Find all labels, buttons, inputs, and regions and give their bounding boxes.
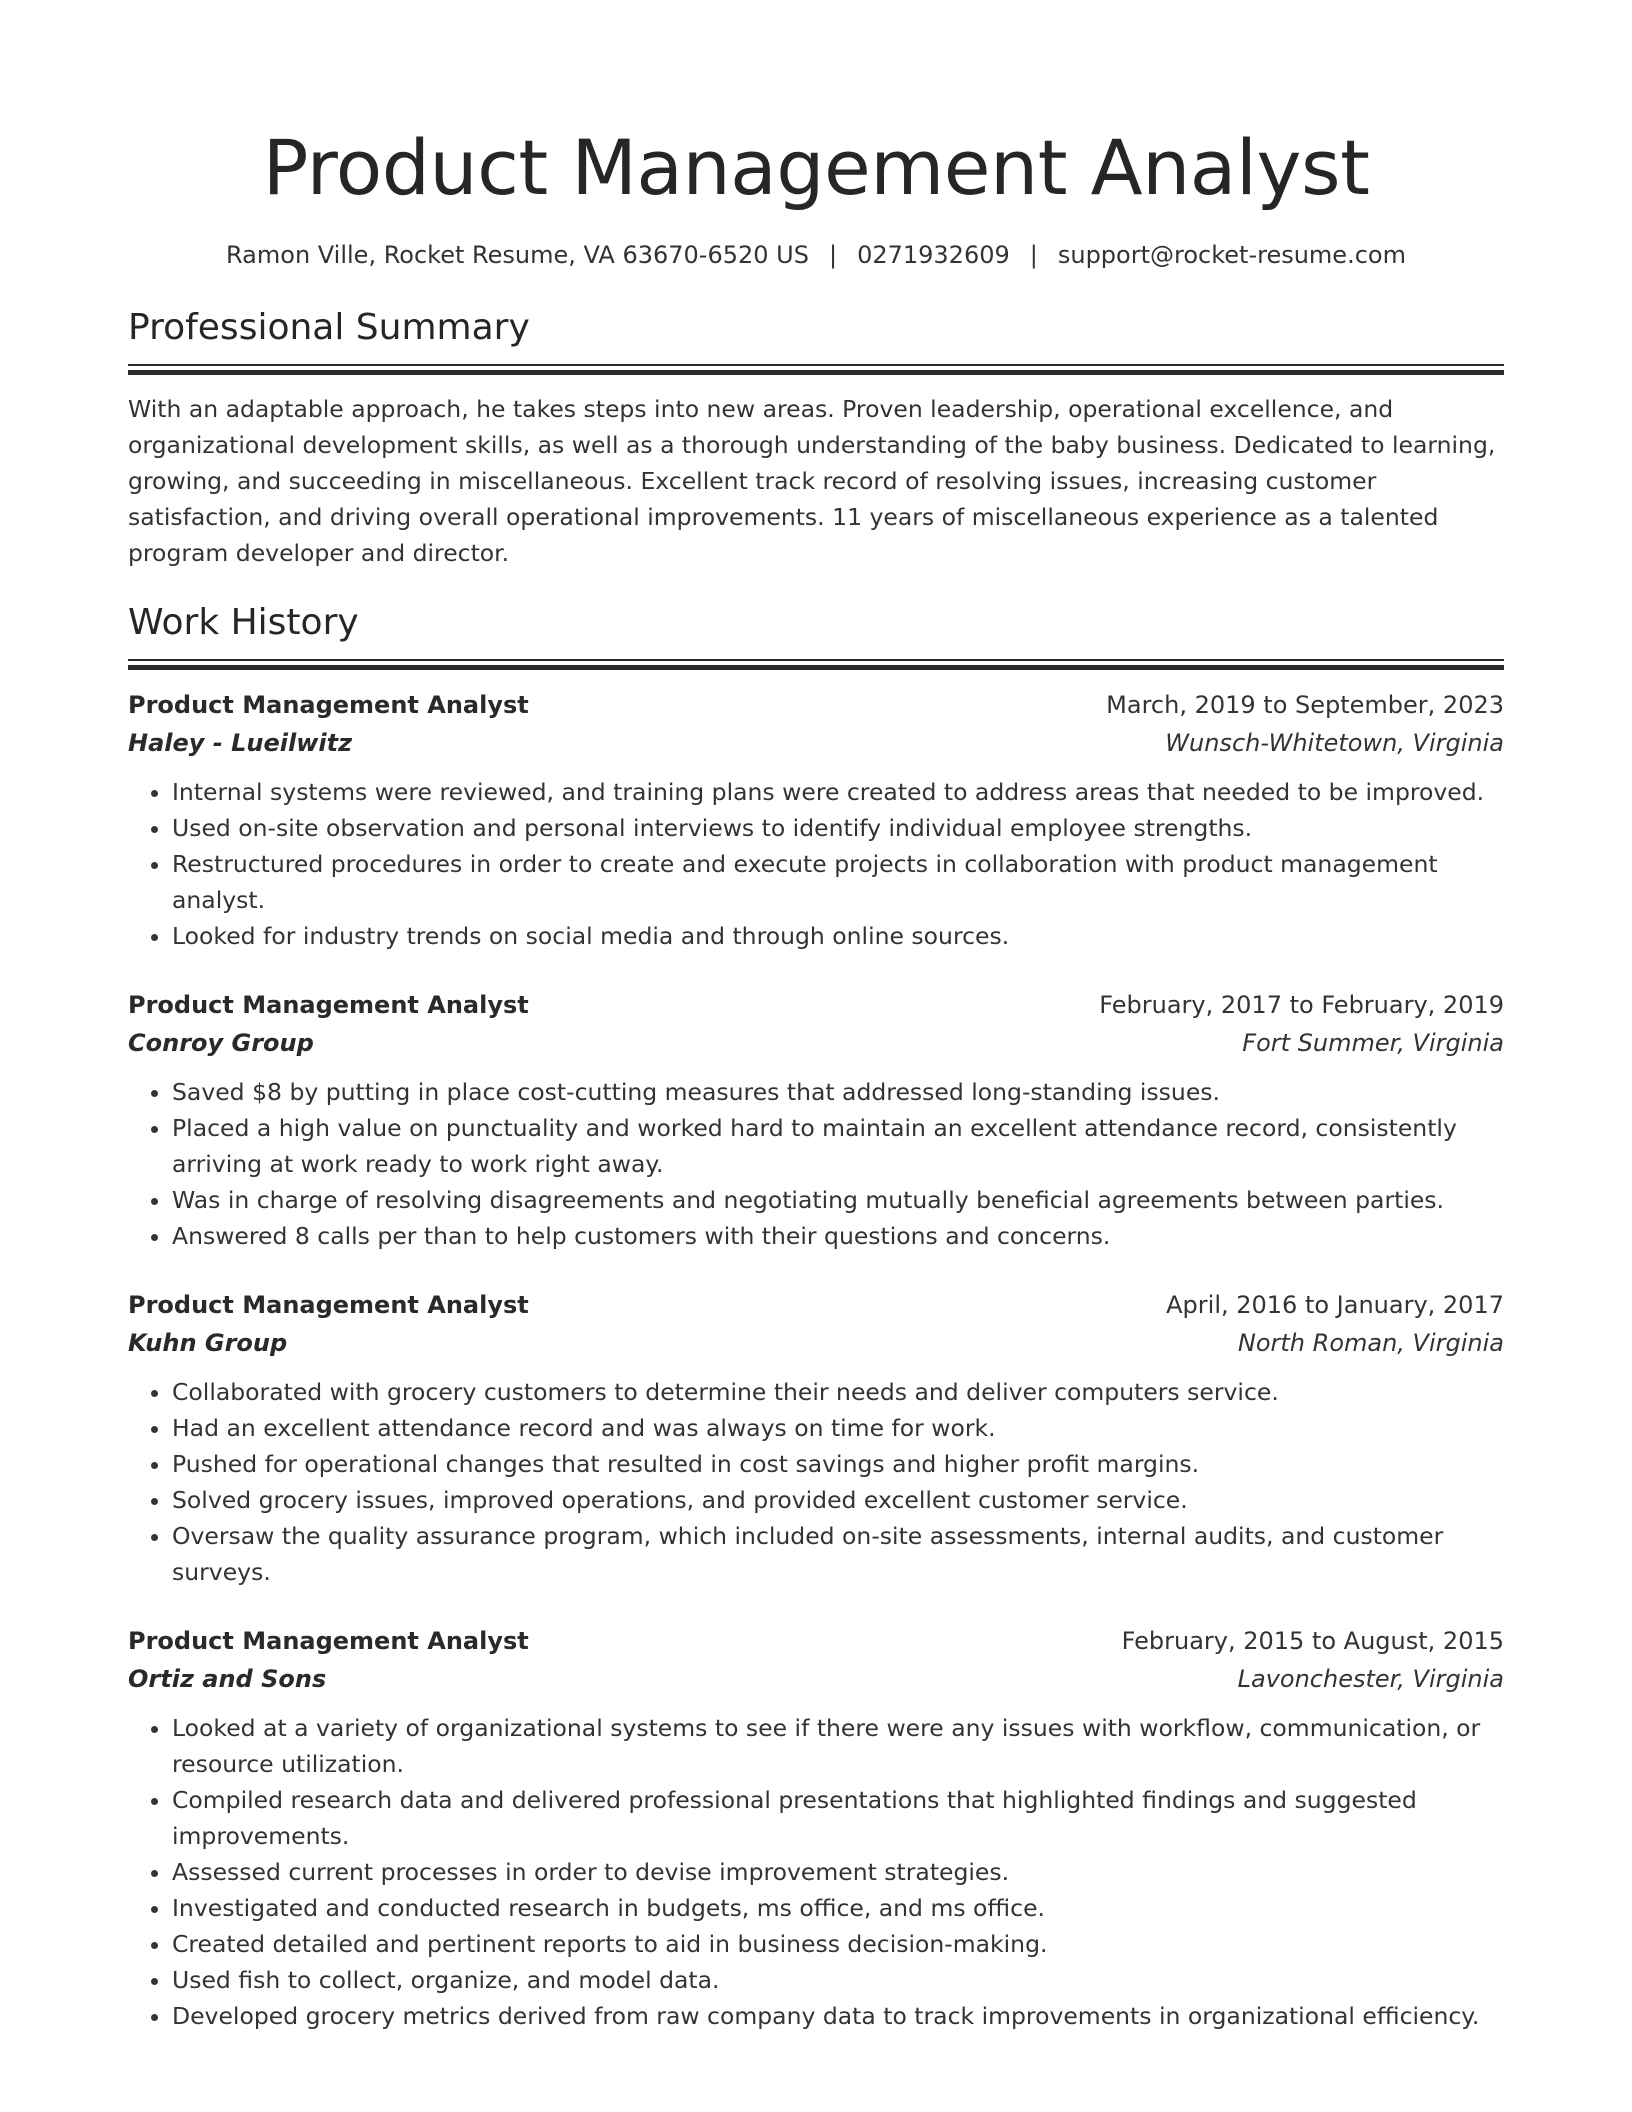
job-bullet: • Internal systems were reviewed, and training plans were created to address areas that needed to be improved.	[172, 774, 1504, 810]
job-bullet: • Used on-site observation and personal interviews to identify individual employee strengths.	[172, 810, 1504, 846]
job-bullet: • Had an excellent attendance record and was always on time for work.	[172, 1410, 1504, 1446]
job-company-row	[128, 1660, 1504, 1698]
job-bullets	[128, 1710, 1504, 2034]
job-entry	[128, 986, 1504, 1254]
job-bullet: • Used fish to collect, organize, and model data.	[172, 1962, 1504, 1998]
job-bullet: • Investigated and conducted research in budgets, ms office, and ms office.	[172, 1890, 1504, 1926]
job-dates: February, 2015 to August, 2015	[1121, 1627, 1504, 1655]
job-bullet: • Looked at a variety of organizational systems to see if there were any issues with workflow, communication, or resource utilization.	[172, 1710, 1504, 1782]
job-bullet: • Looked for industry trends on social media and through online sources.	[172, 918, 1504, 954]
job-company-row	[128, 724, 1504, 762]
job-header-row	[128, 1286, 1504, 1324]
contact-separator: |	[828, 241, 838, 269]
job-company: Haley - Lueilwitz	[128, 729, 353, 757]
job-location: North Roman, Virginia	[1237, 1329, 1504, 1357]
job-company: Ortiz and Sons	[128, 1665, 327, 1693]
job-bullet: • Was in charge of resolving disagreements and negotiating mutually beneficial agreements between parties.	[172, 1182, 1504, 1218]
job-bullet: • Collaborated with grocery customers to determine their needs and deliver computers service.	[172, 1374, 1504, 1410]
job-title: Product Management Analyst	[128, 991, 529, 1019]
job-entry	[128, 1622, 1504, 2034]
job-location: Wunsch-Whitetown, Virginia	[1165, 729, 1504, 757]
job-bullets	[128, 1074, 1504, 1254]
contact-separator: |	[1029, 241, 1038, 269]
job-header-row	[128, 1622, 1504, 1660]
job-bullet: • Oversaw the quality assurance program, which included on-site assessments, internal audits, and customer surveys.	[172, 1518, 1504, 1590]
job-bullet: • Saved $8 by putting in place cost-cutting measures that addressed long-standing issues.	[172, 1074, 1504, 1110]
contact-phone: 0271932609	[857, 241, 1010, 269]
job-bullets	[128, 774, 1504, 954]
job-dates: February, 2017 to February, 2019	[1099, 991, 1504, 1019]
job-bullet: • Assessed current processes in order to devise improvement strategies.	[172, 1854, 1504, 1890]
job-bullet: • Solved grocery issues, improved operations, and provided excellent customer service.	[172, 1482, 1504, 1518]
job-entry	[128, 686, 1504, 954]
work-history-heading: Work History	[128, 602, 359, 643]
job-bullet: • Placed a high value on punctuality and worked hard to maintain an excellent attendance record, consistently arriving at work ready to work right away.	[172, 1110, 1504, 1182]
job-bullet: • Restructured procedures in order to create and execute projects in collaboration with product management analyst.	[172, 846, 1504, 918]
job-bullet: • Compiled research data and delivered professional presentations that highlighted findings and suggested improvements.	[172, 1782, 1504, 1854]
job-title: Product Management Analyst	[128, 1291, 529, 1319]
job-header-row	[128, 986, 1504, 1024]
job-header-row	[128, 686, 1504, 724]
job-bullet: • Developed grocery metrics derived from raw company data to track improvements in organizational efficiency.	[172, 1998, 1504, 2034]
contact-line	[128, 238, 1504, 272]
section-divider	[128, 364, 1504, 375]
job-title: Product Management Analyst	[128, 1627, 529, 1655]
job-bullet: • Pushed for operational changes that resulted in cost savings and higher profit margins.	[172, 1446, 1504, 1482]
job-bullet: • Answered 8 calls per than to help customers with their questions and concerns.	[172, 1218, 1504, 1254]
job-company: Kuhn Group	[128, 1329, 288, 1357]
job-company-row	[128, 1324, 1504, 1362]
job-bullet: • Created detailed and pertinent reports to aid in business decision-making.	[172, 1926, 1504, 1962]
contact-email: support@rocket-resume.com	[1057, 241, 1406, 269]
job-bullets	[128, 1374, 1504, 1590]
section-divider	[128, 659, 1504, 670]
job-company-row	[128, 1024, 1504, 1062]
contact-address: Ramon Ville, Rocket Resume, VA 63670-6520 US	[226, 241, 809, 269]
job-dates: April, 2016 to January, 2017	[1166, 1291, 1504, 1319]
job-location: Lavonchester, Virginia	[1237, 1665, 1504, 1693]
job-entry	[128, 1286, 1504, 1590]
job-dates: March, 2019 to September, 2023	[1106, 691, 1504, 719]
summary-text: With an adaptable approach, he takes steps into new areas. Proven leadership, operational excellence, and organizational development skills, as well as a thorough understanding of the baby business. Dedicated to learning, growing, and succeeding in miscellaneous. Excellent track record of resolving issues, increasing customer satisfaction, and driving overall operational improvements. 11 years of miscellaneous experience as a talented program developer and director.	[128, 395, 1496, 567]
page-title: Product Management Analyst	[262, 123, 1370, 212]
job-company: Conroy Group	[128, 1029, 314, 1057]
summary-heading: Professional Summary	[128, 307, 530, 348]
job-location: Fort Summer, Virginia	[1242, 1029, 1504, 1057]
job-title: Product Management Analyst	[128, 691, 529, 719]
